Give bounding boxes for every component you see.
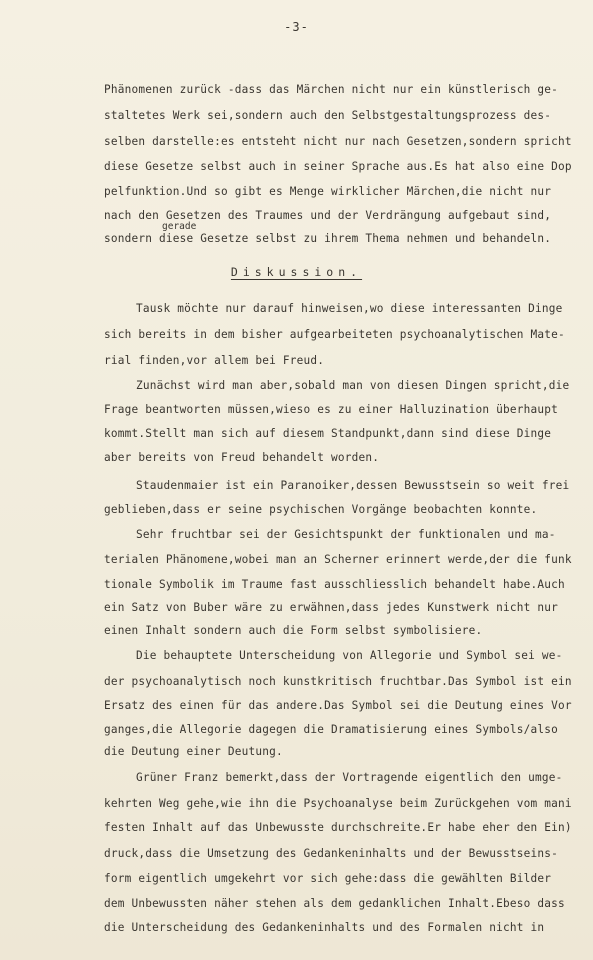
speaker-name: Tausk [136, 302, 171, 315]
text-line: der psychoanalytisch noch kunstkritisch fruchtbar.Das Symbol ist ein [104, 675, 572, 688]
text-line: Frage beantworten müssen,wieso es zu einer Halluzination überhaupt [104, 403, 559, 416]
text-line: pelfunktion.Und so gibt es Menge wirklicher Märchen,die nicht nur [104, 185, 552, 198]
text-line: einen Inhalt sondern auch die Form selbst symbolisiere. [104, 624, 483, 637]
text-line: sich bereits in dem bisher aufgearbeiteten psychoanalytischen Mate- [104, 328, 565, 341]
text-line: die Unterscheidung des Gedankeninhalts und des Formalen nicht in [104, 921, 545, 934]
text-line: Phänomenen zurück -dass das Märchen nicht nur ein künstlerisch ge- [104, 83, 559, 96]
text-line: ganges,die Allegorie dagegen die Dramatisierung eines Symbols/also [104, 723, 559, 736]
text-line: ein Satz von Buber wäre zu erwähnen,dass jedes Kunstwerk nicht nur [104, 601, 559, 614]
text-line: Zunächst wird man aber,sobald man von diesen Dingen spricht,die [136, 379, 570, 392]
text-line: staltetes Werk sei,sondern auch den Selbstgestaltungsprozess des- [104, 109, 552, 122]
text-line: dem Unbewussten näher stehen als dem gedanklichen Inhalt.Ebeso dass [104, 897, 565, 910]
text-line: festen Inhalt auf das Unbewusste durchschreite.Er habe eher den Ein) [104, 821, 572, 834]
text-line: die Deutung einer Deutung. [104, 745, 283, 758]
text-line: Grüner Franz bemerkt,dass der Vortragende eigentlich den umge- [136, 771, 563, 784]
text-line: kehrten Weg gehe,wie ihn die Psychoanalyse beim Zurückgehen vom mani [104, 797, 572, 810]
text-line: selben darstelle:es entsteht nicht nur nach Gesetzen,sondern spricht [104, 135, 572, 148]
text-line: druck,dass die Umsetzung des Gedankeninhalts und der Bewusstseins- [104, 847, 559, 860]
text-line: rial finden,vor allem bei Freud. [104, 354, 325, 367]
page-number: -3- [284, 20, 309, 34]
text-line: nach den Gesetzen des Traumes und der Verdrängung aufgebaut sind, [104, 209, 552, 222]
text-line: terialen Phänomene,wobei man an Scherner erinnert werde,der die funk [104, 553, 572, 566]
text-line: Staudenmaier ist ein Paranoiker,dessen Bewusstsein so weit frei [136, 479, 570, 492]
text-line: Die behauptete Unterscheidung von Allegorie und Symbol sei we- [136, 649, 563, 662]
text-line: tionale Symbolik im Traume fast ausschliesslich behandelt habe.Auch [104, 578, 565, 591]
text-line: geblieben,dass er seine psychischen Vorgänge beobachten konnte. [104, 503, 538, 516]
text-line: Sehr fruchtbar sei der Gesichtspunkt der funktionalen und ma- [136, 528, 556, 541]
handwritten-insertion: gerade [162, 221, 197, 232]
text-line: form eigentlich umgekehrt vor sich gehe:dass die gewählten Bilder [104, 872, 552, 885]
text-line: kommt.Stellt man sich auf diesem Standpunkt,dann sind diese Dinge [104, 427, 552, 440]
text-line: aber bereits von Freud behandelt worden. [104, 451, 380, 464]
section-heading: Diskussion. [230, 265, 363, 279]
text-line: Ersatz des einen für das andere.Das Symbol sei die Deutung eines Vor [104, 699, 572, 712]
text-line: diese Gesetze selbst auch in seiner Sprache aus.Es hat also eine Dop [104, 160, 572, 173]
text-line: sondern diese Gesetze selbst zu ihrem Thema nehmen und behandeln. [104, 232, 552, 245]
speaker-name: Grüner Franz [136, 771, 219, 784]
text-line: Tausk möchte nur darauf hinweisen,wo diese interessanten Dinge [136, 302, 563, 315]
